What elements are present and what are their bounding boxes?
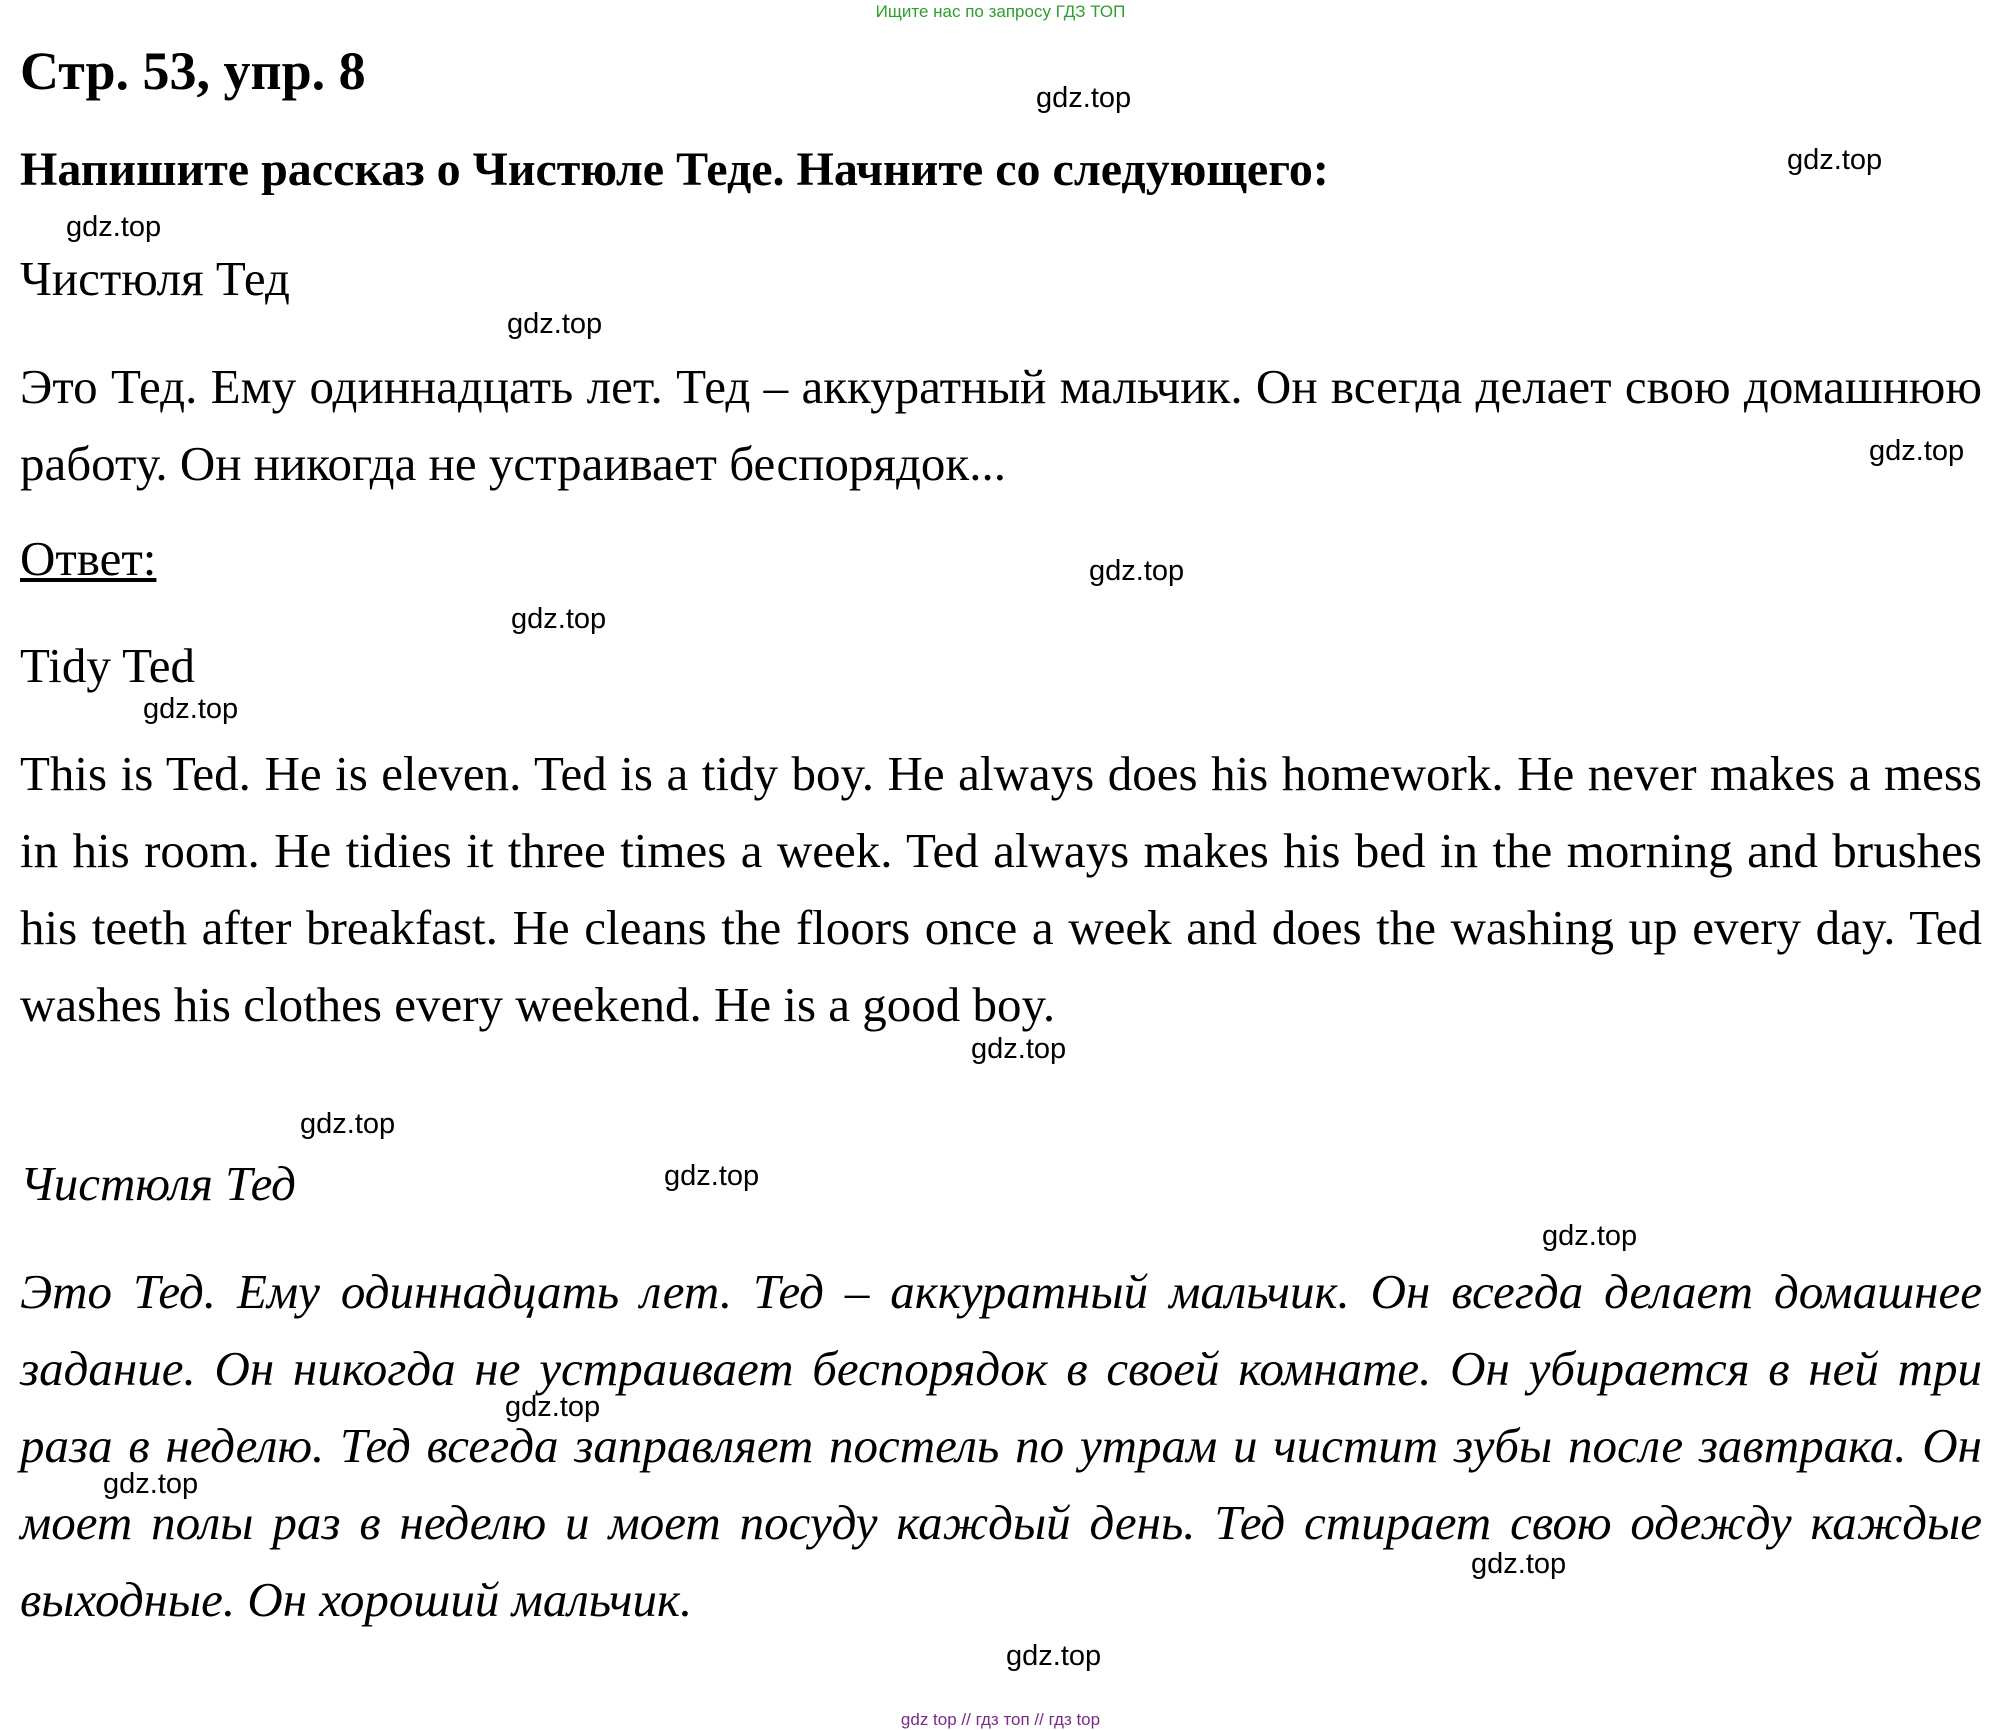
answer-label: Ответ: — [20, 531, 157, 586]
watermark: gdz.top — [300, 1108, 396, 1140]
page-heading: Стр. 53, упр. 8 — [20, 41, 366, 101]
watermark: gdz.top — [507, 308, 603, 340]
translation-text: Это Тед. Ему одиннадцать лет. Тед – аккуратный мальчик. Он всегда делает домашнее задание. Он никогда не устраивает беспорядок в своей комнате. Он убирается в ней три раза в неделю. Тед всегда заправляет постель по утрам и чистит зубы после завтрака. Он моет полы раз в неделю и моет посуду каждый день. Тед стирает свою одежду каждые выходные. Он хороший мальчик. — [20, 1264, 1982, 1627]
watermark: gdz.top — [1006, 1640, 1102, 1672]
watermark: gdz.top — [511, 603, 607, 635]
watermark: gdz.top — [971, 1033, 1067, 1065]
watermark: gdz.top — [66, 211, 162, 243]
footer-text: gdz top // гдз топ // гдз top — [900, 1710, 1101, 1729]
top-banner: Ищите нас по запросу ГДЗ ТОП — [875, 2, 1126, 21]
watermark: gdz.top — [505, 1391, 601, 1423]
watermark: gdz.top — [1471, 1548, 1567, 1580]
prompt-title: Чистюля Тед — [20, 251, 290, 306]
watermark: gdz.top — [103, 1468, 199, 1500]
english-text: This is Ted. He is eleven. Ted is a tidy boy. He always does his homework. He never makes a mess in his room. He tidies it three times a week. Ted always makes his bed in the morning and brushes his teeth after breakfast. He cleans the floors once a week and does the washing up every day. Ted washes his clothes every weekend. He is a good boy. — [20, 746, 1982, 1032]
prompt-text: Это Тед. Ему одиннадцать лет. Тед – аккуратный мальчик. Он всегда делает свою домашнюю работу. Он никогда не устраивает беспорядок... — [20, 359, 1982, 491]
watermark: gdz.top — [143, 693, 239, 725]
watermark: gdz.top — [1542, 1220, 1638, 1252]
watermark: gdz.top — [1036, 82, 1132, 114]
translation-title: Чистюля Тед — [20, 1156, 296, 1211]
watermark: gdz.top — [1869, 435, 1965, 467]
watermark: gdz.top — [664, 1160, 760, 1192]
english-title: Tidy Ted — [20, 638, 195, 693]
watermark: gdz.top — [1787, 144, 1883, 176]
watermark: gdz.top — [1089, 555, 1185, 587]
task-instruction: Напишите рассказ о Чистюле Теде. Начните со следующего: — [20, 143, 1329, 196]
